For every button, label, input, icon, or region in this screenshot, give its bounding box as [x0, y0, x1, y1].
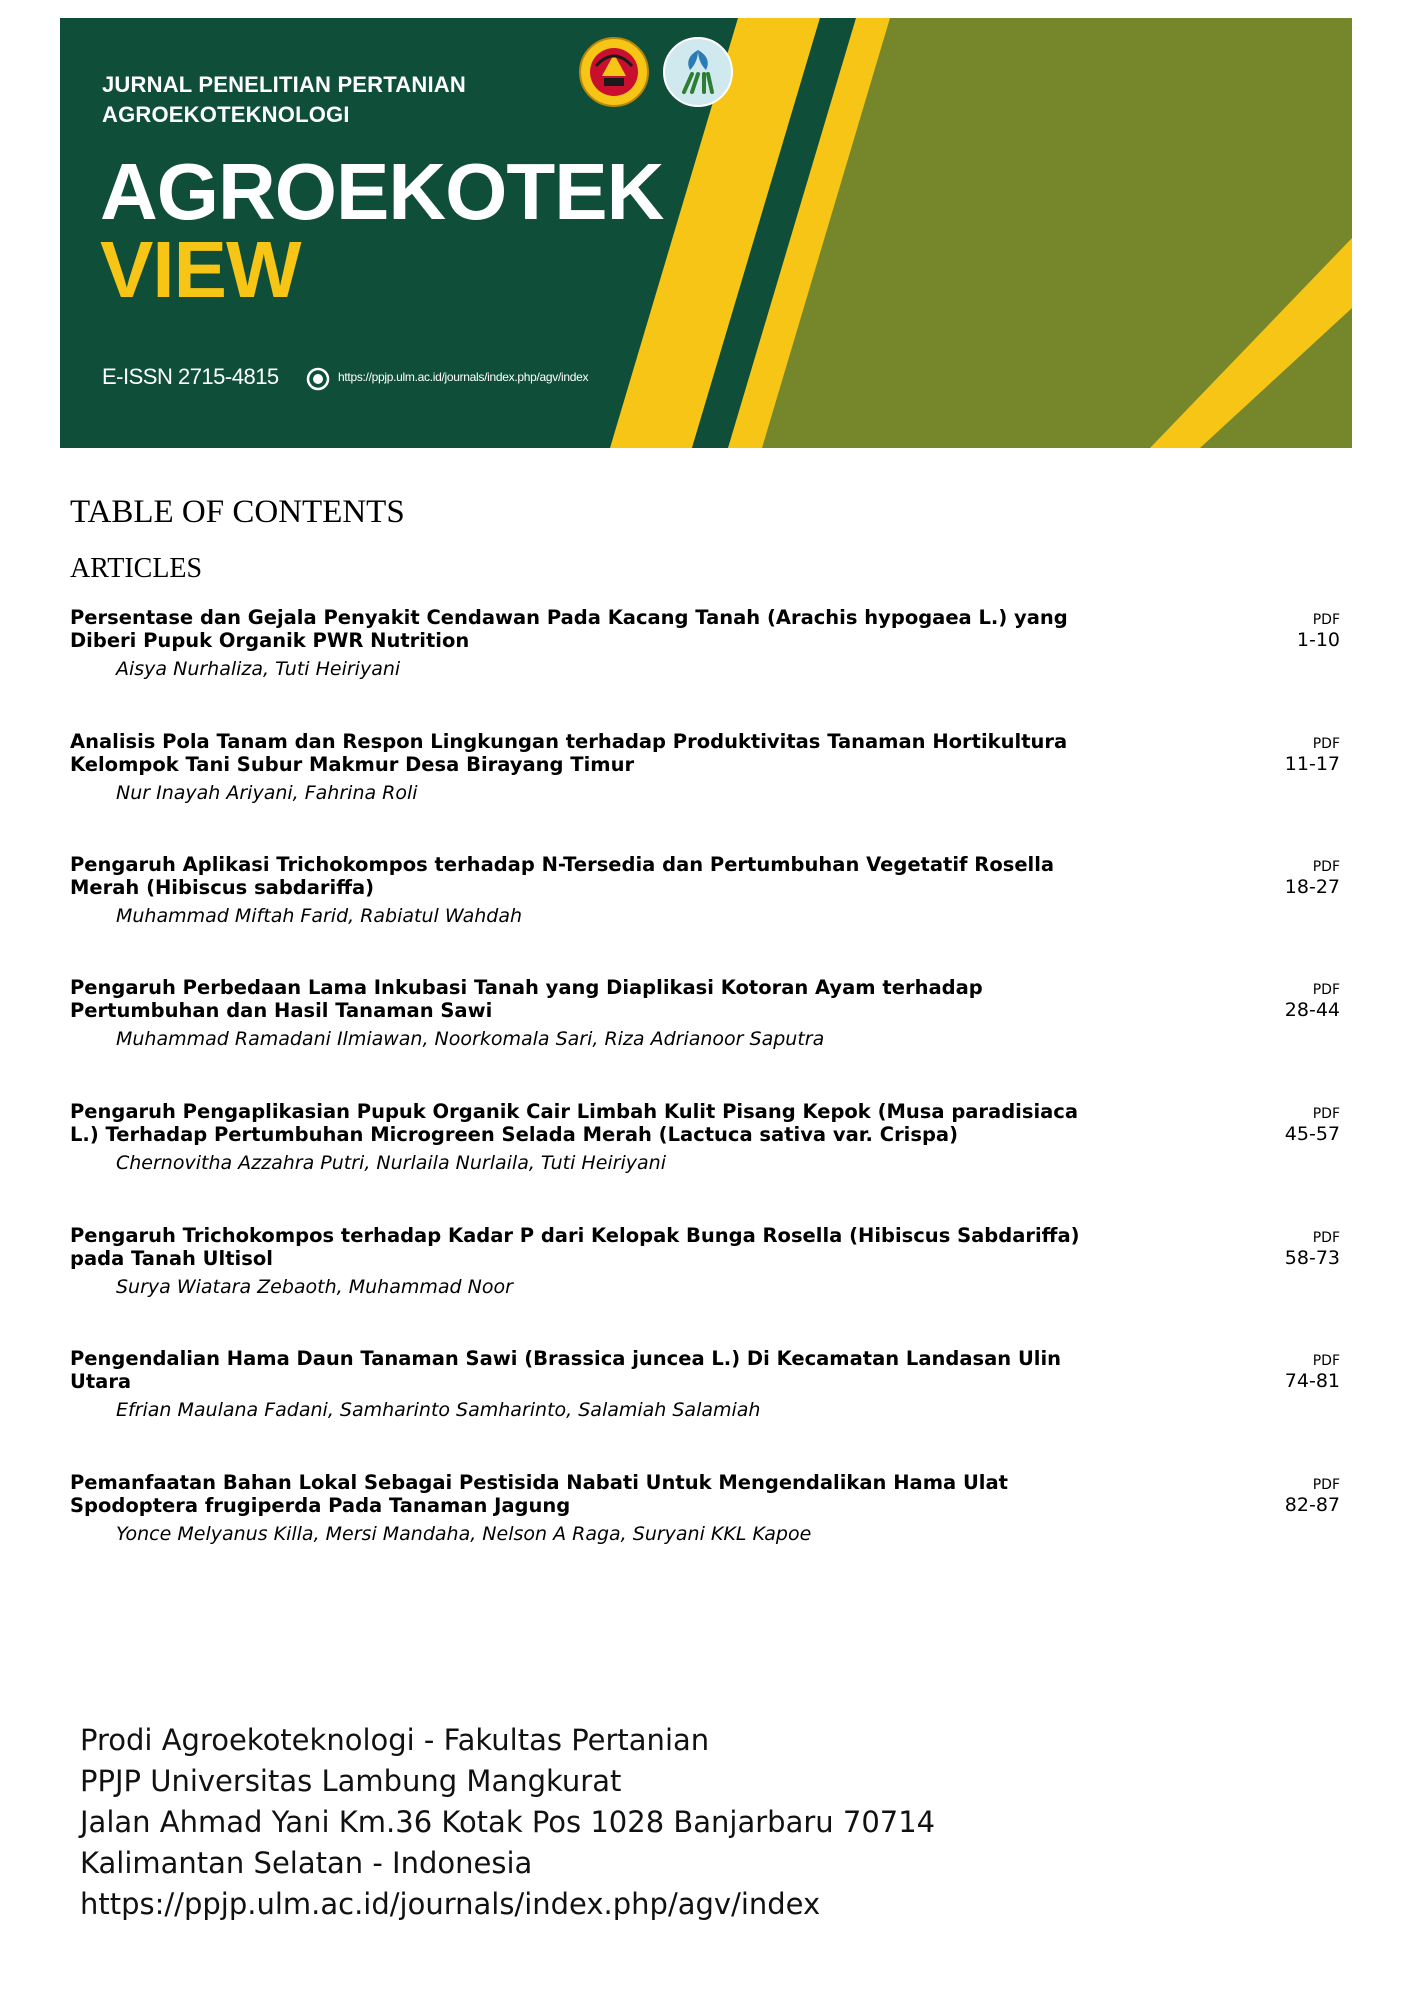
article-authors: Surya Wiatara Zebaoth, Muhammad Noor	[116, 1276, 513, 1298]
journal-banner	[60, 18, 1352, 448]
article-pages: 45-57	[1284, 1123, 1340, 1145]
pdf-galley-link[interactable]: PDF	[1312, 859, 1340, 875]
article-title-link[interactable]: Pengaruh Perbedaan Lama Inkubasi Tanah yang Diaplikasi Kotoran Ayam terhadap Pertumbuhan dan Hasil Tanaman Sawi	[70, 976, 983, 1022]
article-authors: Muhammad Miftah Farid, Rabiatul Wahdah	[116, 905, 523, 927]
section-heading-articles: ARTICLES	[70, 553, 203, 584]
article-title-link[interactable]: Pengaruh Trichokompos terhadap Kadar P dari Kelopak Bunga Rosella (Hibiscus Sabdariffa) pada Tanah Ultisol	[70, 1224, 1080, 1270]
article-title-link[interactable]: Pemanfaatan Bahan Lokal Sebagai Pestisida Nabati Untuk Mengendalikan Hama Ulat Spodoptera frugiperda Pada Tanaman Jagung	[70, 1471, 1008, 1517]
footer-url[interactable]: https://ppjp.ulm.ac.id/journals/index.php/agv/index	[80, 1887, 821, 1921]
article-title-link[interactable]: Persentase dan Gejala Penyakit Cendawan Pada Kacang Tanah (Arachis hypogaea L.) yang Diberi Pupuk Organik PWR Nutrition	[70, 606, 1068, 652]
article-authors: Yonce Melyanus Killa, Mersi Mandaha, Nelson A Raga, Suryani KKL Kapoe	[116, 1523, 812, 1545]
article-authors: Nur Inayah Ariyani, Fahrina Roli	[116, 782, 418, 804]
globe-icon	[306, 367, 330, 391]
article-pages: 1-10	[1296, 629, 1340, 651]
article-title-link[interactable]: Pengendalian Hama Daun Tanaman Sawi (Brassica juncea L.) Di Kecamatan Landasan Ulin Utara	[70, 1347, 1062, 1393]
footer-region: Kalimantan Selatan - Indonesia	[80, 1846, 533, 1880]
article-authors: Efrian Maulana Fadani, Samharinto Samharinto, Salamiah Salamiah	[116, 1399, 761, 1421]
university-seal-logo	[578, 36, 650, 108]
article-entry	[70, 1100, 1340, 1200]
pdf-galley-link[interactable]: PDF	[1312, 612, 1340, 628]
article-entry	[70, 1347, 1340, 1447]
journal-name-line1: JURNAL PENELITIAN PERTANIAN	[102, 72, 466, 97]
article-pages: 58-73	[1284, 1247, 1340, 1269]
article-pages: 18-27	[1284, 876, 1340, 898]
journal-title-sub: VIEW	[100, 225, 301, 314]
article-entry	[70, 730, 1340, 830]
journal-url[interactable]: https://ppjp.ulm.ac.id/journals/index.php/agv/index	[338, 370, 589, 384]
article-entry	[70, 1224, 1340, 1324]
article-pages: 74-81	[1284, 1370, 1340, 1392]
agroecotechnology-logo	[662, 36, 734, 108]
publisher-footer	[80, 1720, 935, 1925]
footer-publisher: PPJP Universitas Lambung Mangkurat	[80, 1764, 622, 1798]
article-entry	[70, 1471, 1340, 1571]
article-title-link[interactable]: Pengaruh Aplikasi Trichokompos terhadap N-Tersedia dan Pertumbuhan Vegetatif Rosella Merah (Hibiscus sabdariffa)	[70, 853, 1055, 899]
article-authors: Chernovitha Azzahra Putri, Nurlaila Nurlaila, Tuti Heiriyani	[116, 1152, 666, 1174]
pdf-galley-link[interactable]: PDF	[1312, 1106, 1340, 1122]
pdf-galley-link[interactable]: PDF	[1312, 1477, 1340, 1493]
article-pages: 82-87	[1284, 1494, 1340, 1516]
article-entry	[70, 606, 1340, 706]
article-title-link[interactable]: Analisis Pola Tanam dan Respon Lingkungan terhadap Produktivitas Tanaman Hortikultura Kelompok Tani Subur Makmur Desa Birayang Timur	[70, 730, 1068, 776]
article-authors: Muhammad Ramadani Ilmiawan, Noorkomala Sari, Riza Adrianoor Saputra	[116, 1028, 825, 1050]
pdf-galley-link[interactable]: PDF	[1312, 1230, 1340, 1246]
pdf-galley-link[interactable]: PDF	[1312, 1353, 1340, 1369]
journal-name-line2: AGROEKOTEKNOLOGI	[102, 102, 350, 127]
footer-program: Prodi Agroekoteknologi - Fakultas Pertanian	[80, 1723, 710, 1757]
pdf-galley-link[interactable]: PDF	[1312, 736, 1340, 752]
footer-address: Jalan Ahmad Yani Km.36 Kotak Pos 1028 Banjarbaru 70714	[80, 1805, 936, 1839]
article-entry	[70, 976, 1340, 1076]
article-title-link[interactable]: Pengaruh Pengaplikasian Pupuk Organik Cair Limbah Kulit Pisang Kepok (Musa paradisiaca L.) Terhadap Pertumbuhan Microgreen Selada Merah (Lactuca sativa var. Crispa)	[70, 1100, 1079, 1146]
pdf-galley-link[interactable]: PDF	[1312, 982, 1340, 998]
article-pages: 28-44	[1284, 999, 1340, 1021]
article-entry	[70, 853, 1340, 953]
toc-heading: TABLE OF CONTENTS	[70, 494, 405, 530]
issn-label: E-ISSN 2715-4815	[102, 364, 279, 389]
journal-name	[102, 70, 466, 130]
article-pages: 11-17	[1284, 753, 1340, 775]
article-authors: Aisya Nurhaliza, Tuti Heiriyani	[116, 658, 401, 680]
journal-title-main: AGROEKOTEK	[100, 147, 664, 236]
